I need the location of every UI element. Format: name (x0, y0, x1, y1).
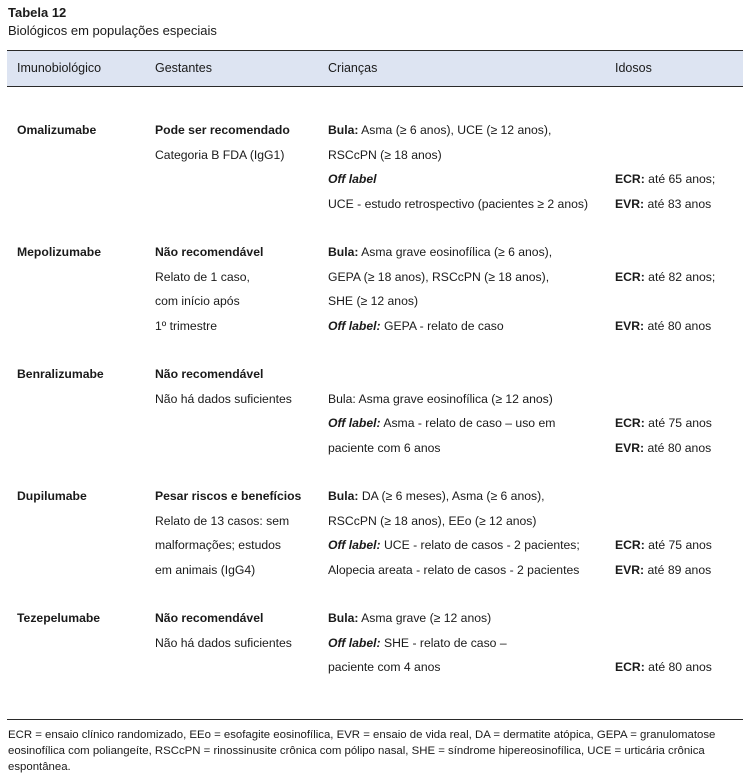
line-text: SHE (≥ 12 anos) (328, 294, 419, 308)
pregnant-cell-line (155, 610, 292, 635)
children-cell-line (328, 440, 555, 465)
bold-label: ECR: (615, 538, 645, 552)
pregnant-cell-line (155, 122, 290, 147)
pregnant-cell-line (155, 269, 263, 294)
line-text: paciente com 4 anos (328, 660, 441, 674)
drug-name-text: Omalizumabe (17, 123, 97, 137)
line-text: Asma grave (≥ 12 anos) (358, 611, 492, 625)
line-text: até 89 anos (644, 562, 712, 577)
line-text: Não há dados suficientes (155, 391, 292, 406)
pregnant-cell (155, 488, 301, 586)
line-text: até 80 anos (644, 660, 712, 674)
line-text: RSCcPN (≥ 18 anos) (328, 147, 442, 162)
bold-label: Bula: (328, 245, 359, 259)
bold-label: ECR: (615, 416, 645, 430)
line-text: em animais (IgG4) (155, 562, 256, 577)
footnote: ECR = ensaio clínico randomizado, EEo = esofagite eosinofílica, EVR = ensaio de vida real, DA = dermatite atópica, GEPA = granulomatose eosinofílica com poliangeíte, RSCcPN = rinossinusite crônica com pólipo nasal, SHE = síndrome hipereosinofílica, UCE = urticária crônica espontânea. (8, 729, 716, 773)
pregnant-cell-line (155, 488, 301, 513)
children-cell (328, 610, 507, 684)
children-cell-line (328, 488, 580, 513)
pregnant-cell-line (155, 537, 301, 562)
elderly-cell-line (615, 635, 712, 660)
children-cell-line (328, 244, 552, 269)
line-text: com início após (155, 294, 240, 308)
line-text: GEPA - relato de caso (380, 318, 504, 333)
line-text: até 80 anos (644, 440, 712, 455)
elderly-cell-line (615, 391, 712, 416)
footnote-divider (7, 719, 743, 720)
elderly-cell-line (615, 610, 712, 635)
table-subtitle: Biológicos em populações especiais (8, 23, 217, 38)
children-cell-line (328, 659, 507, 684)
children-cell-line (328, 366, 555, 391)
drug-name (17, 488, 87, 513)
elderly-cell-line (615, 562, 712, 587)
bold-label: EVR: (615, 196, 645, 211)
line-text: paciente com 6 anos (328, 440, 441, 455)
header-elderly: Idosos (615, 61, 652, 75)
bold-label: Não recomendável (155, 611, 264, 625)
off-label-tag: Off label: (328, 318, 381, 333)
off-label-tag: Off label: (328, 635, 381, 650)
line-text: Relato de 13 casos: sem (155, 513, 290, 528)
children-cell-line (328, 293, 552, 318)
line-text: até 83 anos (644, 196, 712, 211)
elderly-cell-line (615, 269, 715, 294)
elderly-cell (615, 122, 715, 220)
children-cell-line (328, 610, 507, 635)
children-cell-line (328, 147, 588, 172)
pregnant-cell-line (155, 293, 263, 318)
drug-name (17, 122, 96, 147)
bold-label: EVR: (615, 318, 645, 333)
pregnant-cell (155, 244, 263, 342)
bold-label: Pode ser recomendado (155, 123, 290, 137)
bold-label: Bula: (328, 123, 359, 137)
elderly-cell-line (615, 488, 712, 513)
bold-label: ECR: (615, 269, 645, 284)
line-text: DA (≥ 6 meses), Asma (≥ 6 anos), (358, 489, 545, 503)
line-text: até 75 anos (644, 416, 712, 430)
off-label-tag: Off label (328, 172, 377, 186)
pregnant-cell-line (155, 244, 263, 269)
children-cell-line (328, 415, 555, 440)
line-text: Não há dados suficientes (155, 635, 292, 650)
line-text: Alopecia areata - relato de casos - 2 pacientes (328, 562, 580, 577)
line-text: Bula: Asma grave eosinofílica (≥ 12 anos) (328, 391, 553, 406)
pregnant-cell-line (155, 391, 292, 416)
children-cell (328, 366, 555, 464)
children-cell-line (328, 391, 555, 416)
line-text: até 75 anos (644, 538, 712, 552)
bold-label: ECR: (615, 172, 645, 186)
elderly-cell-line (615, 537, 712, 562)
pregnant-cell-line (155, 513, 301, 538)
elderly-cell-line (615, 318, 715, 343)
elderly-cell-line (615, 513, 712, 538)
drug-name-text: Dupilumabe (17, 489, 87, 503)
line-text: 1º trimestre (155, 318, 218, 333)
line-text: Asma (≥ 6 anos), UCE (≥ 12 anos), (358, 123, 552, 137)
elderly-cell-line (615, 122, 715, 147)
pregnant-cell-line (155, 318, 263, 343)
elderly-cell-line (615, 244, 715, 269)
off-label-tag: Off label: (328, 538, 381, 552)
elderly-cell (615, 366, 712, 464)
line-text: até 80 anos (644, 318, 712, 333)
drug-name (17, 244, 101, 269)
children-cell-line (328, 635, 507, 660)
children-cell-line (328, 318, 552, 343)
header-immunobiologic: Imunobiológico (17, 61, 102, 75)
line-text: até 82 anos; (644, 269, 716, 284)
elderly-cell-line (615, 196, 715, 221)
bold-label: EVR: (615, 562, 645, 577)
children-cell (328, 122, 588, 220)
bold-label: Não recomendável (155, 245, 264, 259)
children-cell (328, 488, 580, 586)
line-text: RSCcPN (≥ 18 anos), EEo (≥ 12 anos) (328, 513, 537, 528)
pregnant-cell-line (155, 147, 290, 172)
pregnant-cell-line (155, 366, 292, 391)
line-text: GEPA (≥ 18 anos), RSCcPN (≥ 18 anos), (328, 269, 550, 284)
pregnant-cell (155, 366, 292, 415)
line-text: até 65 anos; (644, 172, 716, 186)
line-text: malformações; estudos (155, 538, 281, 552)
drug-name-text: Tezepelumabe (17, 611, 101, 625)
children-cell (328, 244, 552, 342)
bold-label: Pesar riscos e benefícios (155, 489, 302, 503)
drug-name-text: Mepolizumabe (17, 245, 101, 259)
elderly-cell-line (615, 147, 715, 172)
line-text: Asma grave eosinofílica (≥ 6 anos), (358, 245, 553, 259)
table-title: Tabela 12 (8, 5, 67, 20)
children-cell-line (328, 171, 588, 196)
elderly-cell-line (615, 171, 715, 196)
off-label-tag: Off label: (328, 416, 381, 430)
line-text: Categoria B FDA (IgG1) (155, 147, 285, 162)
drug-name (17, 610, 100, 635)
elderly-cell-line (615, 366, 712, 391)
table-header (7, 50, 743, 87)
children-cell-line (328, 122, 588, 147)
children-cell-line (328, 196, 588, 221)
elderly-cell (615, 488, 712, 586)
elderly-cell-line (615, 415, 712, 440)
children-cell-line (328, 562, 580, 587)
bold-label: Bula: (328, 489, 359, 503)
bold-label: ECR: (615, 660, 645, 674)
line-text: Relato de 1 caso, (155, 269, 250, 284)
pregnant-cell-line (155, 562, 301, 587)
elderly-cell (615, 610, 712, 684)
line-text: UCE - estudo retrospectivo (pacientes ≥ 2 anos) (328, 196, 589, 211)
elderly-cell-line (615, 293, 715, 318)
pregnant-cell (155, 610, 292, 659)
bold-label: Não recomendável (155, 367, 264, 381)
bold-label: EVR: (615, 440, 645, 455)
header-pregnant: Gestantes (155, 61, 212, 75)
children-cell-line (328, 513, 580, 538)
drug-name (17, 366, 104, 391)
elderly-cell-line (615, 440, 712, 465)
pregnant-cell-line (155, 635, 292, 660)
line-text: UCE - relato de casos - 2 pacientes; (380, 538, 580, 552)
line-text: Asma - relato de caso – uso em (380, 416, 556, 430)
pregnant-cell (155, 122, 290, 171)
line-text: SHE - relato de caso – (380, 635, 507, 650)
elderly-cell-line (615, 659, 712, 684)
elderly-cell (615, 244, 715, 342)
drug-name-text: Benralizumabe (17, 367, 104, 381)
header-children: Crianças (328, 61, 378, 75)
children-cell-line (328, 269, 552, 294)
bold-label: Bula: (328, 611, 359, 625)
children-cell-line (328, 537, 580, 562)
